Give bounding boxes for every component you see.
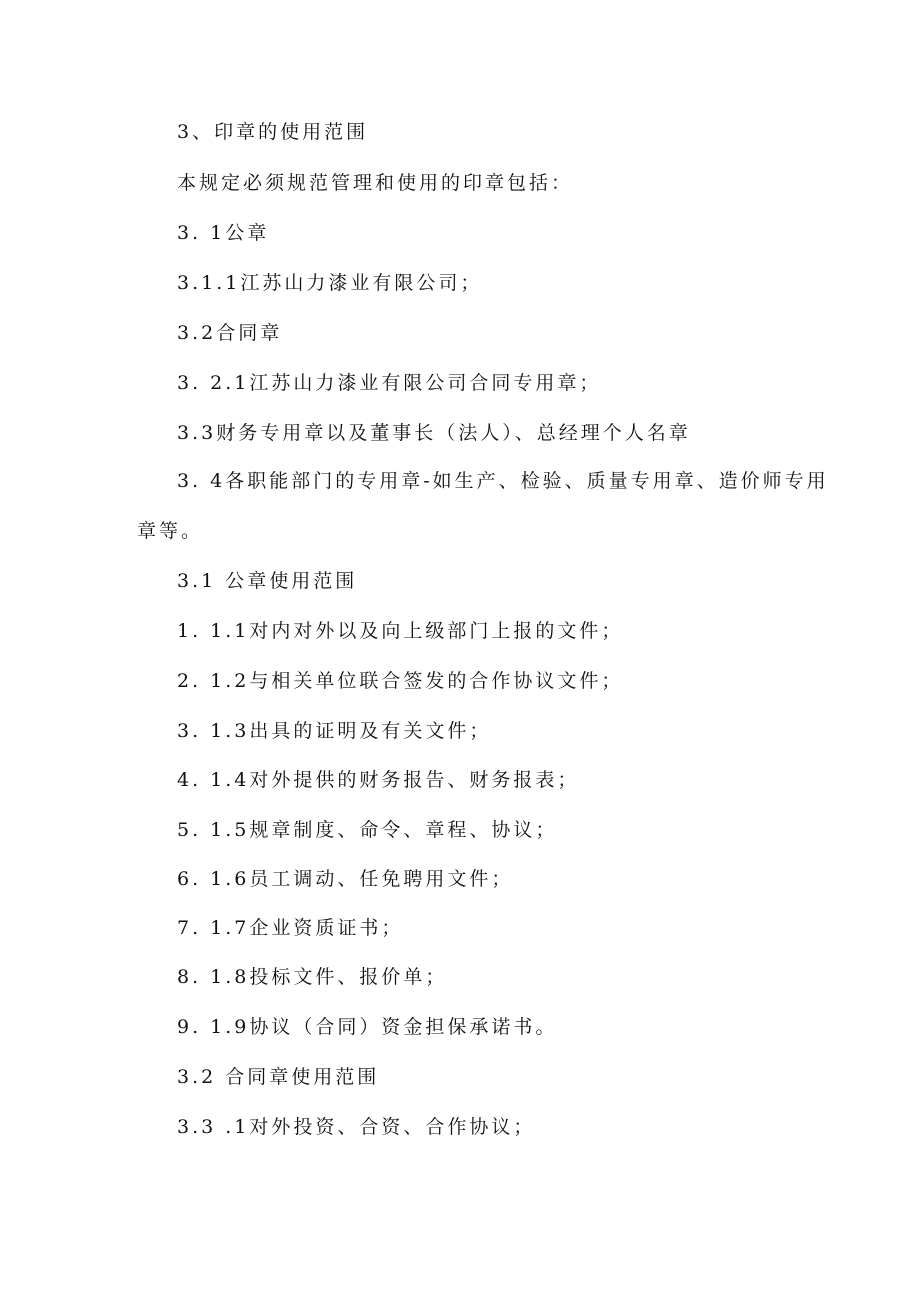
subheading-contract-seal-scope: 3.2 合同章使用范围 (177, 1066, 380, 1088)
item-finance-seal: 3.3财务专用章以及董事长（法人）、总经理个人名章 (177, 422, 691, 444)
list-item-3: 3. 1.3出具的证明及有关文件； (177, 720, 492, 742)
item-company-contract-seal: 3. 2.1江苏山力漆业有限公司合同专用章； (177, 372, 602, 394)
list-item-4: 4. 1.4对外提供的财务报告、财务报表； (177, 769, 580, 791)
list-item-6: 6. 1.6员工调动、任免聘用文件； (177, 868, 514, 890)
list-item-2: 2. 1.2与相关单位联合签发的合作协议文件； (177, 670, 624, 692)
paragraph-intro: 本规定必须规范管理和使用的印章包括： (177, 172, 574, 194)
list-item-contract-1: 3.3 .1对外投资、合资、合作协议； (177, 1116, 536, 1138)
list-item-8: 8. 1.8投标文件、报价单； (177, 966, 448, 988)
item-official-seal: 3. 1公章 (177, 222, 270, 244)
item-department-seals: 3. 4各职能部门的专用章-如生产、检验、质量专用章、造价师专用 (177, 470, 829, 492)
item-department-seals-continued: 章等。 (137, 520, 204, 542)
item-contract-seal: 3.2合同章 (177, 322, 283, 344)
list-item-5: 5. 1.5规章制度、命令、章程、协议； (177, 819, 558, 841)
list-item-7: 7. 1.7企业资质证书； (177, 917, 404, 939)
subheading-official-seal-scope: 3.1 公章使用范围 (177, 570, 358, 592)
item-company-seal: 3.1.1江苏山力漆业有限公司； (177, 272, 483, 294)
list-item-1: 1. 1.1对内对外以及向上级部门上报的文件； (177, 620, 624, 642)
list-item-9: 9. 1.9协议（合同）资金担保承诺书。 (177, 1016, 558, 1038)
section-heading-seal-scope: 3、印章的使用范围 (177, 121, 369, 143)
